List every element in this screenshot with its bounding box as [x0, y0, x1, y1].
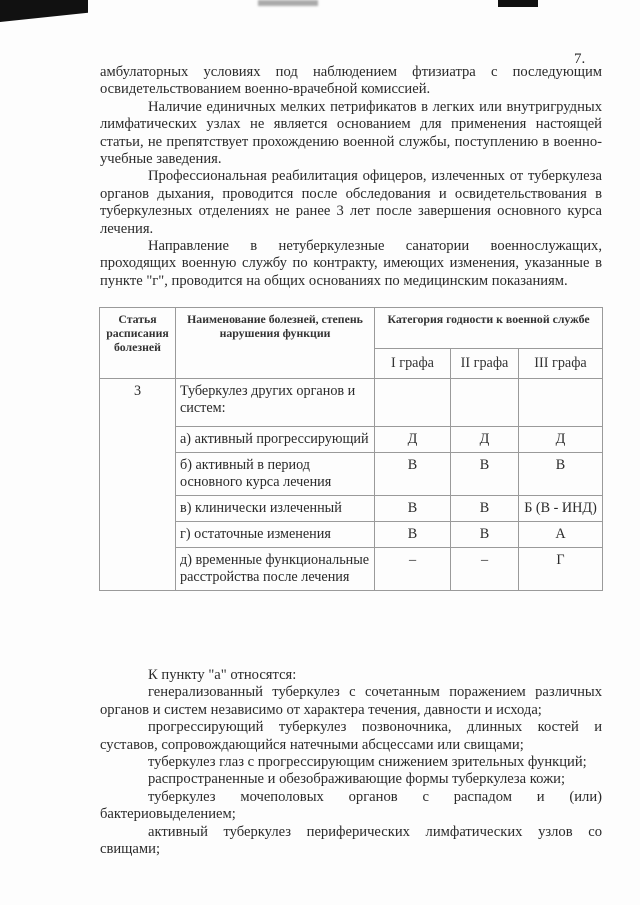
paragraph: амбулаторных условиях под наблюдением фтизиатра с последующим освидетельствованием военно-врачебной комиссией.	[100, 64, 602, 98]
table-row	[100, 496, 603, 522]
header-category: Категория годности к военной службе	[375, 308, 603, 349]
row-graph-1: –	[375, 548, 451, 591]
row-graph-3: Б (В - ИНД)	[519, 496, 603, 522]
scan-artifact-left	[0, 0, 88, 22]
header-disease: Наименование болезней, степень нарушения функции	[176, 308, 375, 379]
paragraph: Профессиональная реабилитация офицеров, излеченных от туберкулеза органов дыхания, проводится после обследования и освидетельствования в туберкулезных отделениях не ранее 3 лет после завершения основного курса лечения.	[100, 168, 602, 237]
row-graph-3	[519, 379, 603, 427]
row-description: б) активный в период основного курса лечения	[176, 453, 375, 496]
row-graph-3: Г	[519, 548, 603, 591]
table-row	[100, 379, 603, 427]
paragraph: туберкулез глаз с прогрессирующим снижением зрительных функций;	[148, 754, 587, 771]
paragraph: активный туберкулез периферических лимфатических узлов со свищами;	[100, 823, 602, 858]
paragraph: К пункту "а" относятся:	[148, 667, 297, 683]
paragraph: распространенные и обезображивающие формы туберкулеза кожи;	[148, 771, 566, 788]
fitness-category-table	[99, 307, 603, 591]
row-graph-2: Д	[451, 427, 519, 453]
row-graph-1: В	[375, 522, 451, 548]
header-column-3: III графа	[519, 349, 603, 379]
row-graph-2	[451, 379, 519, 427]
scan-artifact-center	[258, 0, 318, 6]
row-graph-2: В	[451, 453, 519, 496]
header-column-1: I графа	[375, 349, 451, 379]
table-header-row	[100, 308, 603, 349]
table-row	[100, 522, 603, 548]
header-article: Статья расписания болезней	[100, 308, 176, 379]
page-number: 7.	[574, 51, 586, 67]
paragraph: генерализованный туберкулез с сочетанным поражением различных органов и систем независимо от характера течения, давности и исхода;	[100, 684, 602, 718]
row-description: Туберкулез других органов и систем:	[176, 379, 375, 427]
row-graph-1	[375, 379, 451, 427]
row-graph-2: –	[451, 548, 519, 591]
paragraph: прогрессирующий туберкулез позвоночника, длинных костей и суставов, сопровождающийся натечными абсцессами или свищами;	[100, 719, 602, 753]
row-description: д) временные функциональные расстройства после лечения	[176, 548, 375, 591]
paragraph: Направление в нетуберкулезные санатории военнослужащих, проходящих военную службу по контракту, имеющих изменения, указанные в пункте "г", проводится на общих основаниях по медицинским показаниям.	[100, 238, 602, 289]
row-graph-3: Д	[519, 427, 603, 453]
row-graph-2: В	[451, 522, 519, 548]
row-description: а) активный прогрессирующий	[176, 427, 375, 453]
table-row	[100, 548, 603, 591]
row-description: г) остаточные изменения	[176, 522, 375, 548]
row-graph-1: Д	[375, 427, 451, 453]
scan-artifact-right	[498, 0, 538, 7]
table-row	[100, 453, 603, 496]
paragraph: Наличие единичных мелких петрификатов в легких или внутригрудных лимфатических узлах не является основанием для применения настоящей статьи, не препятствует прохождению военной службы, поступлению в военно-учебные заведения.	[100, 98, 602, 168]
paragraph: туберкулез мочеполовых органов с распадом и (или) бактериовыделением;	[100, 788, 602, 823]
article-number: 3	[100, 379, 176, 591]
row-description: в) клинически излеченный	[176, 496, 375, 522]
row-graph-2: В	[451, 496, 519, 522]
intro-text-block	[100, 64, 602, 290]
row-graph-3: А	[519, 522, 603, 548]
table-row	[100, 427, 603, 453]
header-column-2: II графа	[451, 349, 519, 379]
scan-artifacts	[0, 0, 640, 14]
row-graph-3: В	[519, 453, 603, 496]
after-table-text-block	[100, 667, 602, 858]
row-graph-1: В	[375, 453, 451, 496]
row-graph-1: В	[375, 496, 451, 522]
